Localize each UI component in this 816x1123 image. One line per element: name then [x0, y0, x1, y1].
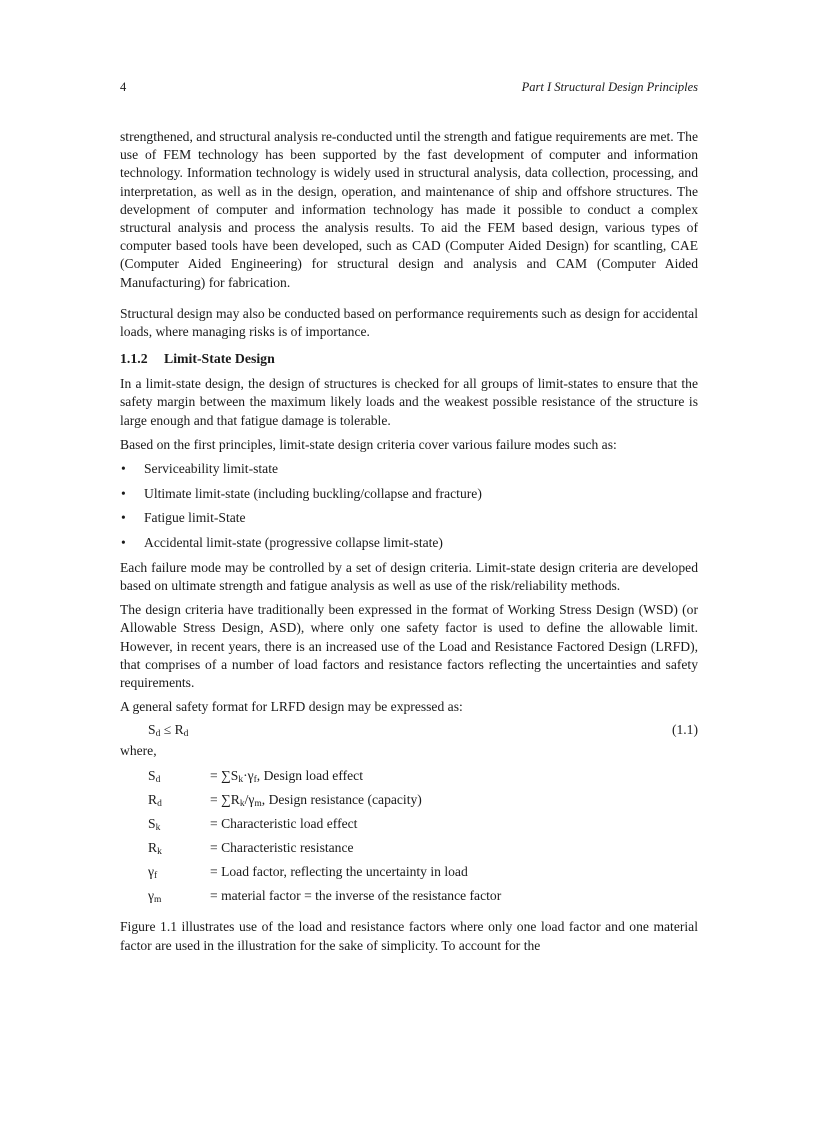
definition-text: = Load factor, reflecting the uncertainty in load	[210, 864, 468, 880]
definition-symbol: $S_k$	[148, 816, 161, 834]
list-item	[120, 534, 698, 552]
definition-row	[148, 864, 501, 888]
list-item	[120, 485, 698, 503]
definition-text: = Characteristic load effect	[210, 816, 358, 832]
definition-text: = $\sum S_k\cdot\gamma_f$, Design load effect	[210, 768, 363, 786]
definition-symbol: $\gamma_m$	[148, 888, 162, 906]
definition-symbol: $S_d$	[148, 768, 161, 786]
definition-text: = material factor = the inverse of the resistance factor	[210, 888, 502, 904]
list-item-text: Accidental limit-state (progressive collapse limit-state)	[144, 535, 443, 551]
section-title: Limit-State Design	[164, 351, 275, 367]
list-item	[120, 509, 698, 527]
body-paragraph: Structural design may also be conducted based on performance requirements such as design for accidental loads, where managing risks is of importance.	[120, 305, 698, 340]
body-paragraph: Figure 1.1 illustrates use of the load and resistance factors where only one load factor and one material factor are used in the illustration for the sake of simplicity. To account for the	[120, 919, 698, 953]
definition-row	[148, 840, 501, 864]
definition-row	[148, 888, 501, 912]
section-number: 1.1.2	[120, 351, 148, 367]
section-heading	[120, 351, 698, 367]
definition-text: = $\sum R_k/\gamma_m$, Design resistance (capacity)	[210, 792, 422, 810]
document-page	[120, 80, 698, 955]
body-paragraph: The design criteria have traditionally been expressed in the format of Working Stress Design (WSD) (or Allowable Stress Design, ASD), where only one safety factor is used to define the allowable limit. However, in recent years, there is an increased use of the Load and Resistance Factored Design (LRFD), that comprises of a number of load factors and resistance factors reflecting the uncertainties and safety requirements.	[120, 602, 698, 691]
bullet-icon: •	[121, 510, 126, 526]
bullet-icon: •	[121, 485, 126, 501]
definition-text: = Characteristic resistance	[210, 840, 354, 856]
list-item	[120, 460, 698, 478]
definition-symbol: $R_k$	[148, 840, 162, 858]
body-paragraph: A general safety format for LRFD design may be expressed as:	[120, 699, 463, 715]
definitions-table	[148, 768, 501, 912]
where-label: where,	[120, 743, 157, 759]
body-paragraph: In a limit-state design, the design of structures is checked for all groups of limit-states to ensure that the safety margin between the maximum likely loads and the weakest possible resistance of the structure is large enough and that fatigue damage is tolerable.	[120, 376, 698, 428]
definition-symbol: $R_d$	[148, 792, 162, 810]
list-item-text: Ultimate limit-state (including buckling/collapse and fracture)	[144, 485, 482, 501]
body-paragraph: strengthened, and structural analysis re-conducted until the strength and fatigue requirements are met. The use of FEM technology has been supported by the fast development of computer and information technology. Information technology is widely used in structural analysis, data collection, processing, and interpretation, as well as in the design, operation, and maintenance of ship and offshore structures. The development of computer and information technology has made it possible to conduct a complex structural analysis and process the analysis results. To aid the FEM based design, various types of computer based tools have been developed, such as CAD (Computer Aided Design) for scantling, CAE (Computer Aided Engineering) for structural design and analysis and CAM (Computer Aided Manufacturing) for fabrication.	[120, 129, 698, 290]
bullet-icon: •	[121, 535, 126, 551]
equation-expression: $S_d \le R_d$	[148, 722, 189, 740]
definition-row	[148, 792, 501, 816]
definition-symbol: $\gamma_f$	[148, 864, 158, 882]
definition-row	[148, 768, 501, 792]
equation	[120, 720, 698, 740]
bullet-icon: •	[121, 461, 126, 477]
page-header	[120, 80, 698, 98]
list-item-text: Fatigue limit-State	[144, 510, 246, 526]
equation-number: (1.1)	[671, 722, 698, 738]
failure-modes-list	[120, 460, 698, 552]
running-title: Part I Structural Design Principles	[521, 80, 698, 94]
definition-row	[148, 816, 501, 840]
body-paragraph: Each failure mode may be controlled by a set of design criteria. Limit-state design criteria are developed based on ultimate strength and fatigue analysis as well as use of the risk/reliability methods.	[120, 559, 698, 594]
body-paragraph: Based on the first principles, limit-state design criteria cover various failure modes such as:	[120, 436, 617, 452]
page-number: 4	[120, 80, 127, 94]
list-item-text: Serviceability limit-state	[144, 461, 279, 477]
